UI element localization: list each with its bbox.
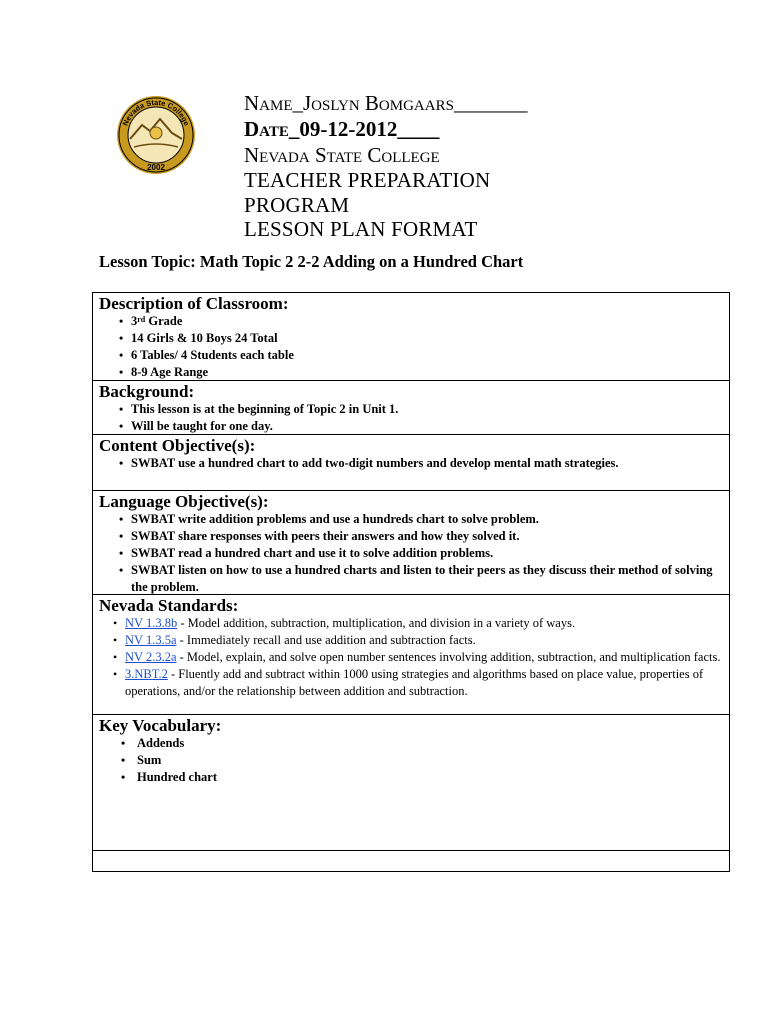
date-line: Date_09-12-2012____: [244, 117, 440, 141]
college-name: Nevada State College: [244, 143, 440, 167]
section-classroom: [93, 293, 729, 381]
list-item: • Addends: [137, 735, 723, 752]
list-item: • SWBAT read a hundred chart and use it to solve addition problems.: [131, 545, 723, 562]
standard-link[interactable]: NV 1.3.5a: [125, 633, 177, 647]
section-background: [93, 381, 729, 435]
list-item: • 8-9 Age Range: [131, 364, 723, 381]
lesson-plan-table: [92, 292, 730, 872]
list-item: • 6 Tables/ 4 Students each table: [131, 347, 723, 364]
section-content-objectives: [93, 435, 729, 491]
list-item: • Hundred chart: [137, 769, 723, 786]
section-key-vocabulary: [93, 715, 729, 851]
list-item: • 14 Girls & 10 Boys 24 Total: [131, 330, 723, 347]
document-header: [244, 90, 527, 242]
list-item: • SWBAT share responses with peers their answers and how they solved it.: [131, 528, 723, 545]
seal-year: 2002: [147, 163, 165, 172]
name-line: Name_Joslyn Bomgaars_______: [244, 91, 528, 115]
list-item: • This lesson is at the beginning of Topic 2 in Unit 1.: [131, 401, 723, 418]
standard-link[interactable]: NV 1.3.8b: [125, 616, 178, 630]
list-item: • 3rd Grade: [131, 313, 723, 330]
classroom-heading: Description of Classroom:: [99, 294, 289, 313]
standard-item: • NV 1.3.5a - Immediately recall and use addition and subtraction facts.: [125, 632, 723, 649]
list-item: • SWBAT write addition problems and use a hundreds chart to solve problem.: [131, 511, 723, 528]
lesson-topic: Lesson Topic: Math Topic 2 2-2 Adding on a Hundred Chart: [99, 252, 524, 271]
vocabulary-heading: Key Vocabulary:: [99, 716, 222, 735]
standard-item: • NV 2.3.2a - Model, explain, and solve open number sentences involving addition, subtraction, and multiplication facts.: [125, 649, 723, 666]
college-seal: [116, 95, 196, 175]
program-title-1: TEACHER PREPARATION: [244, 168, 491, 192]
section-language-objectives: [93, 491, 729, 595]
section-nevada-standards: [93, 595, 729, 715]
list-item: • SWBAT use a hundred chart to add two-digit numbers and develop mental math strategies.: [131, 455, 723, 472]
program-title-2: PROGRAM: [244, 192, 350, 217]
list-item: • Sum: [137, 752, 723, 769]
standard-item: • NV 1.3.8b - Model addition, subtraction, multiplication, and division in a variety of ways.: [125, 615, 723, 632]
standards-heading: Nevada Standards:: [99, 596, 239, 615]
format-title: LESSON PLAN FORMAT: [244, 217, 478, 241]
standard-link[interactable]: 3.NBT.2: [125, 667, 168, 681]
standard-link[interactable]: NV 2.3.2a: [125, 650, 177, 664]
content-objectives-heading: Content Objective(s):: [99, 436, 256, 455]
seal-text: Nevada State College: [120, 97, 192, 127]
section-empty-row: [93, 851, 729, 871]
language-objectives-heading: Language Objective(s):: [99, 492, 269, 511]
standard-item: • 3.NBT.2 - Fluently add and subtract within 1000 using strategies and algorithms based on place value, properties of operations, and/or the relationship between addition and subtraction.: [125, 666, 723, 700]
list-item: • SWBAT listen on how to use a hundred charts and listen to their peers as they discuss their method of solving the problem.: [131, 562, 723, 596]
list-item: • Will be taught for one day.: [131, 418, 723, 435]
background-heading: Background:: [99, 382, 195, 401]
